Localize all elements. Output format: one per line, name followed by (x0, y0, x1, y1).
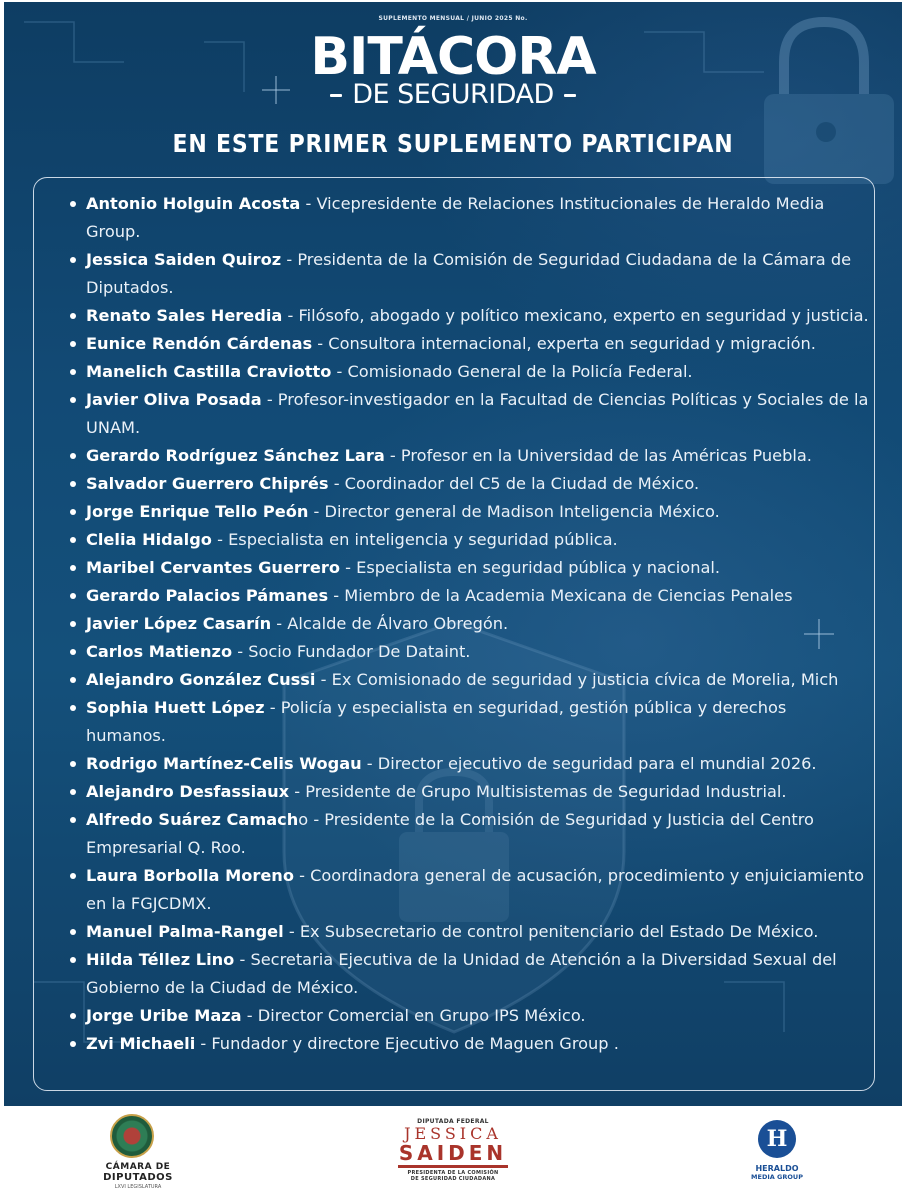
participant-name: Jorge Uribe Maza (86, 1006, 242, 1025)
participant-item (70, 498, 870, 526)
poster (4, 2, 902, 1106)
saiden-subtitle-1: PRESIDENTA DE LA COMISIÓN (407, 1170, 499, 1176)
participant-item (70, 750, 870, 778)
supplement-line: SUPLEMENTO MENSUAL / JUNIO 2025 No. (378, 15, 528, 22)
footer-logos (0, 1106, 906, 1200)
participant-name: Manelich Castilla Craviotto (86, 362, 332, 381)
participant-item (70, 1030, 870, 1058)
participant-item (70, 918, 870, 946)
dash-decoration (330, 94, 342, 97)
brand-title: BITÁCORA (310, 27, 596, 87)
participant-role: - Especialista en inteligencia y seguridad pública. (211, 530, 618, 549)
participant-list (70, 190, 870, 1058)
participant-role: - Comisionado General de la Policía Federal. (331, 362, 693, 381)
heraldo-media-group-logo (742, 1120, 812, 1190)
participant-role: - Consultora internacional, experta en seguridad y migración. (312, 334, 816, 353)
participant-name: Eunice Rendón Cárdenas (86, 334, 313, 353)
participant-name: Javier Oliva Posada (86, 390, 262, 409)
saiden-last-name: SAIDEN (398, 1141, 508, 1165)
heraldo-h-icon: H (758, 1120, 796, 1158)
participant-name: Sophia Huett López (86, 698, 265, 717)
participant-role: - Filósofo, abogado y político mexicano, experto en seguridad y justicia. (282, 306, 869, 325)
participant-role: - Ex Subsecretario de control penitenciario del Estado De México. (283, 922, 819, 941)
brand-subtitle-row (4, 80, 902, 110)
participant-item (70, 638, 870, 666)
participant-name: Zvi Michaeli (86, 1034, 196, 1053)
participant-name: Jorge Enrique Tello Peón (86, 502, 309, 521)
participant-name: Salvador Guerrero Chiprés (86, 474, 329, 493)
participant-item (70, 470, 870, 498)
participant-item (70, 302, 870, 330)
saiden-rule (398, 1165, 508, 1168)
participant-item (70, 330, 870, 358)
participant-role: - Miembro de la Academia Mexicana de Ciencias Penales (328, 586, 793, 605)
participant-name: Alejandro González Cussi (86, 670, 316, 689)
participant-name: Gerardo Palacios Pámanes (86, 586, 329, 605)
participant-role: - Especialista en seguridad pública y nacional. (339, 558, 721, 577)
participant-item (70, 694, 870, 750)
participant-role: - Profesor-investigador en la Facultad de Ciencias Políticas y Sociales de la UNAM. (86, 390, 869, 437)
participant-item (70, 582, 870, 610)
participant-name: Alfredo Suárez Camach (86, 810, 299, 829)
participant-role: - Coordinadora general de acusación, procedimiento y enjuiciamiento en la FGJCDMX. (86, 866, 864, 913)
camara-de-diputados-logo (98, 1114, 178, 1194)
participant-name: Carlos Matienzo (86, 642, 233, 661)
jessica-saiden-logo (388, 1114, 518, 1194)
participant-name: Laura Borbolla Moreno (86, 866, 294, 885)
saiden-title: DIPUTADA FEDERAL (417, 1118, 489, 1125)
participant-name: Renato Sales Heredia (86, 306, 283, 325)
participant-role: - Director general de Madison Inteligencia México. (308, 502, 720, 521)
participant-role: - Alcalde de Álvaro Obregón. (271, 614, 509, 633)
participant-name: Rodrigo Martínez-Celis Wogau (86, 754, 362, 773)
participant-item (70, 358, 870, 386)
participant-item (70, 666, 870, 694)
participant-name: Manuel Palma-Rangel (86, 922, 284, 941)
participant-name: Hilda Téllez Lino (86, 950, 235, 969)
saiden-first-name: JESSICA (404, 1124, 502, 1143)
participant-item (70, 1002, 870, 1030)
participant-item (70, 386, 870, 442)
camara-line-1: CÁMARA DE (105, 1162, 171, 1172)
participant-role: - Socio Fundador De Dataint. (232, 642, 471, 661)
section-title: EN ESTE PRIMER SUPLEMENTO PARTICIPAN (172, 130, 734, 159)
camara-line-3: LXVI LEGISLATURA (114, 1184, 162, 1190)
participant-name: Maribel Cervantes Guerrero (86, 558, 340, 577)
participant-item (70, 946, 870, 1002)
participant-role: - Ex Comisionado de seguridad y justicia cívica de Morelia, Mich (315, 670, 839, 689)
participant-role: - Vicepresidente de Relaciones Institucionales de Heraldo Media Group. (86, 194, 825, 241)
participant-name: Gerardo Rodríguez Sánchez Lara (86, 446, 385, 465)
participant-role: o - Presidente de la Comisión de Seguridad y Justicia del Centro Empresarial Q. Roo. (86, 810, 814, 857)
dash-decoration (564, 94, 576, 97)
participant-role: - Policía y especialista en seguridad, gestión pública y derechos humanos. (86, 698, 787, 745)
participant-item (70, 526, 870, 554)
participant-name: Antonio Holguin Acosta (86, 194, 301, 213)
eagle-seal-icon (110, 1114, 154, 1158)
participant-item (70, 778, 870, 806)
participant-role: - Presidente de Grupo Multisistemas de Seguridad Industrial. (289, 782, 787, 801)
camara-line-2: DIPUTADOS (103, 1172, 173, 1183)
participant-role: - Presidenta de la Comisión de Seguridad Ciudadana de la Cámara de Diputados. (86, 250, 852, 297)
participant-name: Jessica Saiden Quiroz (86, 250, 282, 269)
heraldo-name: HERALDO (755, 1164, 799, 1173)
brand-subtitle: DE SEGURIDAD (352, 79, 554, 110)
participant-role: - Secretaria Ejecutiva de la Unidad de Atención a la Diversidad Sexual del Gobierno de la Ciudad de México. (86, 950, 837, 997)
participant-item (70, 246, 870, 302)
participant-role: - Coordinador del C5 de la Ciudad de México. (328, 474, 700, 493)
saiden-subtitle-2: DE SEGURIDAD CIUDADANA (410, 1176, 496, 1182)
participant-item (70, 806, 870, 862)
participant-name: Alejandro Desfassiaux (86, 782, 290, 801)
heraldo-subtitle: MEDIA GROUP (751, 1173, 803, 1181)
participant-role: - Director Comercial en Grupo IPS México. (241, 1006, 586, 1025)
participant-item (70, 442, 870, 470)
participant-item (70, 190, 870, 246)
participant-item (70, 554, 870, 582)
participant-name: Javier López Casarín (86, 614, 272, 633)
participant-item (70, 862, 870, 918)
participant-role: - Profesor en la Universidad de las Américas Puebla. (384, 446, 812, 465)
participant-role: - Fundador y directore Ejecutivo de Maguen Group . (195, 1034, 619, 1053)
participant-item (70, 610, 870, 638)
participants-panel (33, 177, 875, 1091)
participant-name: Clelia Hidalgo (86, 530, 212, 549)
participant-role: - Director ejecutivo de seguridad para el mundial 2026. (361, 754, 817, 773)
